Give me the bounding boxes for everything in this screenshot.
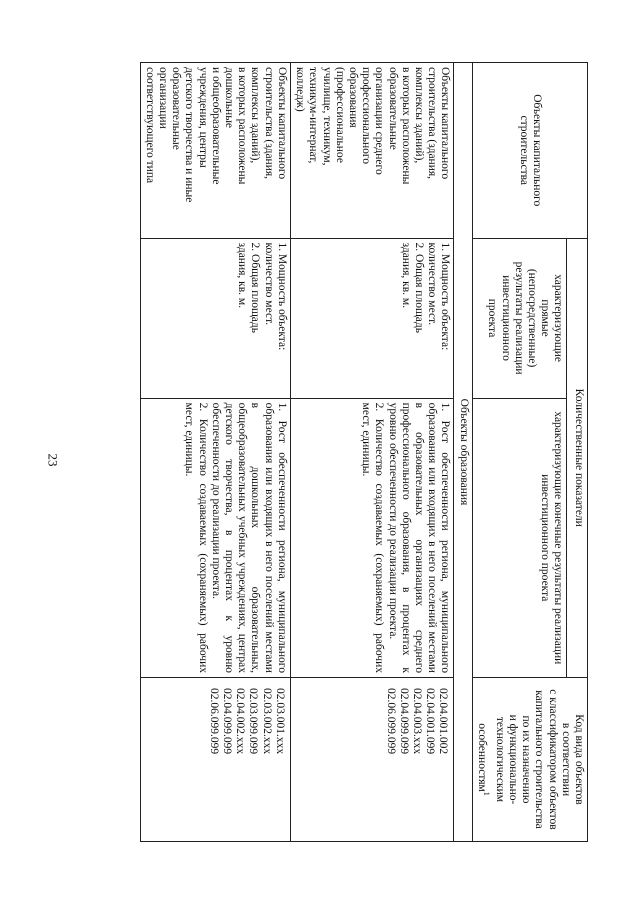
direct-results-cell: 1. Мощность объекта: количество мест. 2. Общая площадь здания, кв. м. (290, 238, 453, 398)
header-row-1 (567, 63, 588, 842)
object-cell: Объекты капитального строительства (здания, комплексы зданий), в которых расположены дошкольные и общеобразовательные учреждения, центры детского творчества и иные образовательные организации соответствующего типа (140, 63, 290, 239)
header-quantitative: Количественные показатели (567, 238, 588, 677)
codes-cell: 02.03.001.xxx 02.03.002.xxx 02.03.099.099 02.04.002.xxx 02.04.099.099 02.06.099.099 (140, 677, 290, 841)
section-title: Объекты образования (454, 63, 472, 842)
objects-table (140, 62, 588, 842)
table-row (290, 63, 453, 842)
section-row (454, 63, 472, 842)
direct-results-cell: 1. Мощность объекта: количество мест. 2. Общая площадь здания, кв. м. (140, 238, 290, 398)
rotated-table-container (28, 62, 588, 842)
final-results-cell: 1. Рост обеспеченности региона, муниципального образования или входящих в него поселений местами в дошкольных образовательных, общеобразовательных учебных учреждениях, центрах детского творчества, в процентах к уровню обеспеченности до реализации проекта. 2. Количество создаваемых (сохраняемых) рабочих мест, единицы. (140, 398, 290, 677)
header-direct-results: характеризующие прямые (непосредственные) результаты реализации инвестиционного проекта (472, 238, 567, 398)
header-final-results: характеризующие конечные результаты реализации инвестиционного проекта (472, 398, 567, 677)
table-row (140, 63, 290, 842)
final-results-cell: 1. Рост обеспеченности региона, муниципального образования или входящих в него поселений местами в образовательных организациях среднего профессионального образования, в процентах к уровню обеспеченности до реализации проекта. 2. Количество создаваемых (сохраняемых) рабочих мест, единицы. (290, 398, 453, 677)
footnote-marker: 1 (481, 791, 491, 796)
object-cell: Объекты капитального строительства (здания, комплексы зданий), в которых расположены образовательные организации среднего профессионального образования (профессиональное училище, техникум, техникум-интернат, колледж) (290, 63, 453, 239)
codes-cell: 02.04.001.002 02.04.001.099 02.04.003.xxx 02.04.099.099 02.06.099.099 (290, 677, 453, 841)
page-number: 23 (45, 453, 61, 467)
header-codes: Код вида объектов в соответствии с классификатором объектов капитального строительства по их назначению и функционально- технологическим особенностям$^1$ (472, 677, 587, 841)
header-objects: Объекты капитального строительства (472, 63, 587, 239)
